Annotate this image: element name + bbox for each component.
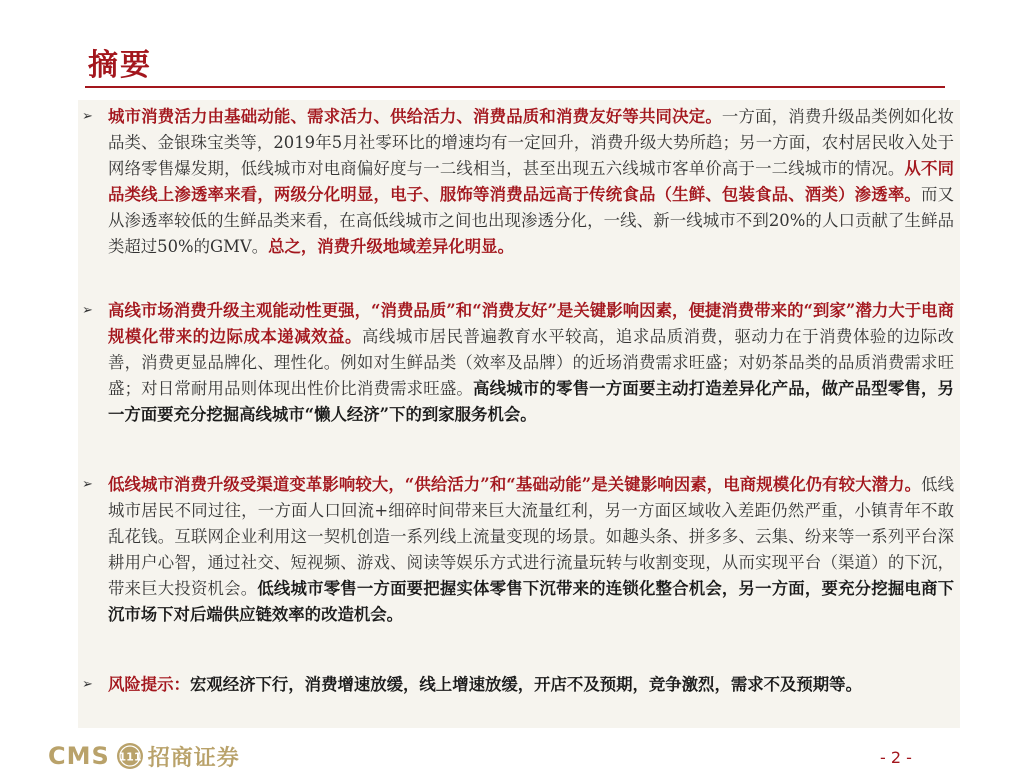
- bullet-arrow-icon: ➢: [82, 303, 93, 318]
- bullet-low-tier-cities: [78, 472, 960, 628]
- bullet-text: [108, 672, 954, 698]
- page-number: - 2 -: [880, 748, 912, 767]
- company-logo: [48, 742, 240, 770]
- bullet-segment: 低线城市消费升级受渠道变革影响较大，“供给活力”和“基础动能”是关键影响因素，电商规模化仍有较大潜力。: [108, 475, 922, 494]
- bullet-arrow-icon: ➢: [82, 109, 93, 124]
- bullet-text: [108, 472, 954, 628]
- page-title: 摘要: [88, 48, 152, 83]
- bullet-high-tier-cities: [78, 298, 960, 428]
- bullet-segment: 高线城市的零售一方面要主动打造差异化产品，做产品型零售，另一方面要充分挖掘高线城市“懒人经济”下的到家服务机会。: [108, 379, 955, 424]
- bullet-text: [108, 298, 954, 428]
- company-name: 招商证券: [147, 744, 240, 771]
- cms-emblem-icon: [116, 742, 144, 770]
- bullet-segment: 高线城市居民普遍教育水平较高，追求品质消费，驱动力在于消费体验的边际改善，消费更显品牌化、理性化。例如对生鲜品类（效率及品牌）的近场消费需求旺盛；对奶茶品类的品质消费需求旺盛；对日常耐用品则体现出性价比消费需求旺盛。: [108, 327, 955, 398]
- bullet-segment: 低线城市零售一方面要把握实体零售下沉带来的连锁化整合机会，另一方面，要充分挖掘电商下沉市场下对后端供应链效率的改造机会。: [108, 579, 955, 624]
- title-divider: [85, 86, 945, 88]
- bullet-segment: 城市消费活力由基础动能、需求活力、供给活力、消费品质和消费友好等共同决定。: [108, 107, 722, 126]
- bullet-segment: 从不同品类线上渗透率来看，两级分化明显，电子、服饰等消费品远高于传统食品（生鲜、包装食品、酒类）渗透率。: [108, 159, 954, 204]
- cms-logo-text: CMS: [48, 742, 110, 770]
- bullet-text: [108, 104, 954, 260]
- bullet-segment: 总之，消费升级地域差异化明显。: [268, 237, 514, 256]
- bullet-segment: 一方面，消费升级品类例如化妆品类、金银珠宝类等，2019年5月社零环比的增速均有一定回升，消费升级大势所趋；另一方面，农村居民收入处于网络零售爆发期，低线城市对电商偏好度与一二线相当，甚至出现五六线城市客单价高于一二线城市的情况。: [108, 107, 955, 178]
- bullet-segment: 宏观经济下行，消费增速放缓，线上增速放缓，开店不及预期，竞争激烈，需求不及预期等。: [189, 675, 862, 694]
- emblem-text: 111: [118, 750, 142, 764]
- bullet-risk-warning: [78, 672, 960, 698]
- bullet-arrow-icon: ➢: [82, 677, 93, 692]
- summary-content: [78, 100, 960, 728]
- bullet-segment: 高线市场消费升级主观能动性更强，“消费品质”和“消费友好”是关键影响因素，便捷消费带来的“到家”潜力大于电商规模化带来的边际成本递减效益。: [108, 301, 954, 346]
- bullet-segment: 低线城市居民不同过往，一方面人口回流+细碎时间带来巨大流量红利，另一方面区域收入差距仍然严重，小镇青年不敢乱花钱。互联网企业利用这一契机创造一系列线上流量变现的场景。如趣头条、拼多多、云集、纷来等一系列平台深耕用户心智，通过社交、短视频、游戏、阅读等娱乐方式进行流量玩转与收割变现，从而实现平台（渠道）的下沉，带来巨大投资机会。: [108, 475, 954, 598]
- bullet-segment: 风险提示：: [108, 675, 190, 694]
- bullet-consumption-vitality: [78, 104, 960, 260]
- bullet-arrow-icon: ➢: [82, 477, 93, 492]
- bullet-segment: 而又从渗透率较低的生鲜品类来看，在高低线城市之间也出现渗透分化，一线、新一线城市不到20%的人口贡献了生鲜品类超过50%的GMV。: [108, 185, 954, 256]
